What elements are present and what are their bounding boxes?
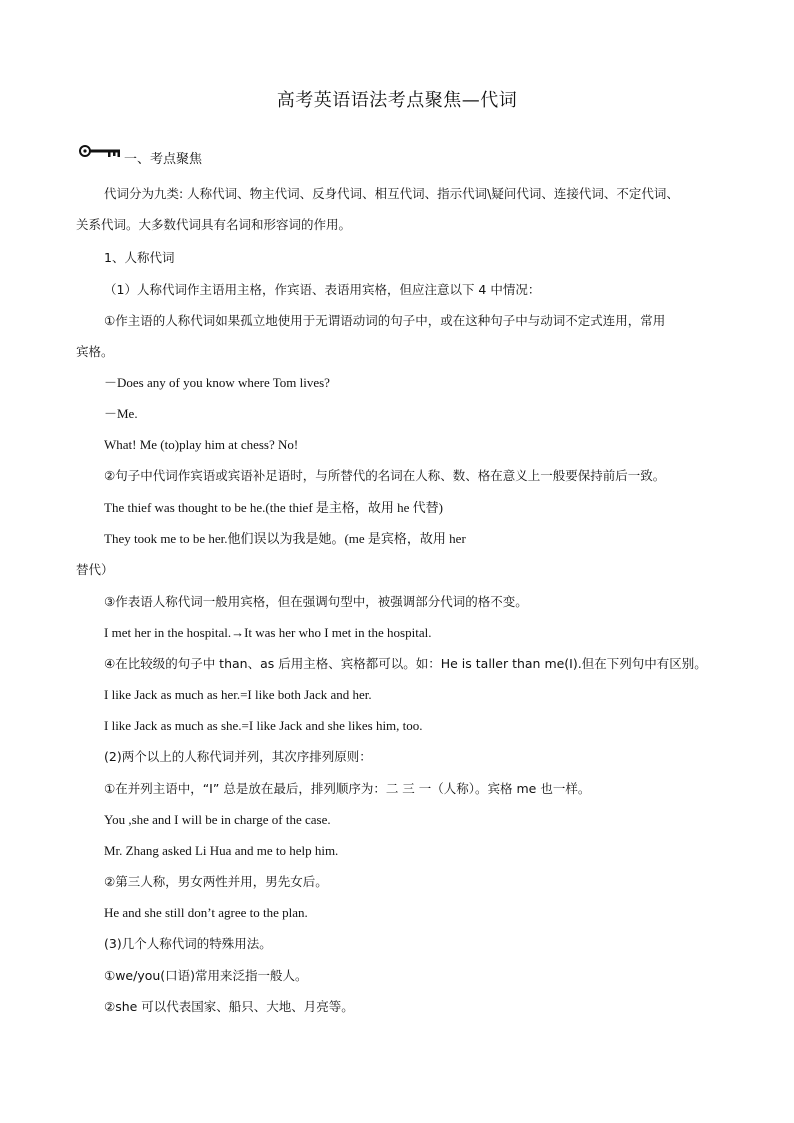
example-line: You ,she and I will be in charge of the case. [104,812,331,827]
subheading-line: 1、人称代词 [104,250,175,265]
example-line: The thief was thought to be he.(the thief 是主格，故用 he 代替) [104,500,444,515]
key-icon [78,142,122,160]
paragraph-line: ①作主语的人称代词如果孤立地使用于无谓语动词的句子中，或在这种句子中与动词不定式连用，常用 [104,313,666,328]
example-line: He and she still don’t agree to the plan. [104,905,308,920]
paragraph-line: ②句子中代词作宾语或宾语补足语时，与所替代的名词在人称、数、格在意义上一般要保持前后一致。 [104,468,666,483]
paragraph-line: ①we/you(口语)常用来泛指一般人。 [104,968,308,983]
subheading-line: (3)几个人称代词的特殊用法。 [104,936,272,951]
example-line: －Does any of you know where Tom lives? [104,375,330,390]
paragraph-line: 宾格。 [76,344,114,359]
example-line: I like Jack as much as she.=I like Jack and she likes him, too. [104,718,423,733]
section-heading-label: 一、考点聚焦 [124,152,203,167]
paragraph-line: 替代） [76,562,114,577]
example-line: They took me to be her.他们误以为我是她。(me 是宾格，故用 her [104,531,466,546]
paragraph-line: ①在并列主语中，“I” 总是放在最后，排列顺序为：二 三 一（人称）。宾格 me 也一样。 [104,781,591,796]
paragraph-line: 关系代词。大多数代词具有名词和形容词的作用。 [76,217,352,232]
paragraph-line: ③作表语人称代词一般用宾格，但在强调句型中，被强调部分代词的格不变。 [104,594,528,609]
example-line: Mr. Zhang asked Li Hua and me to help him. [104,843,339,858]
example-line: －Me. [104,406,138,421]
paragraph-line: （1）人称代词作主语用主格，作宾语、表语用宾格，但应注意以下 4 中情况： [104,282,541,297]
page-title: 高考英语语法考点聚焦—代词 [276,90,518,111]
paragraph-line: 代词分为九类: 人称代词、物主代词、反身代词、相互代词、指示代词\疑问代词、连接代词、不定代词、 [104,186,679,201]
example-line: What! Me (to)play him at chess? No! [104,437,299,452]
paragraph-line: ②she 可以代表国家、船只、大地、月亮等。 [104,999,354,1014]
example-line: I like Jack as much as her.=I like both Jack and her. [104,687,372,702]
subheading-line: (2)两个以上的人称代词并列，其次序排列原则： [104,749,372,764]
example-line: I met her in the hospital.→It was her who I met in the hospital. [104,625,432,640]
paragraph-line: ②第三人称，男女两性并用，男先女后。 [104,874,328,889]
paragraph-line: ④在比较级的句子中 than、as 后用主格、宾格都可以。如：He is taller than me(I).但在下列句中有区别。 [104,656,707,671]
